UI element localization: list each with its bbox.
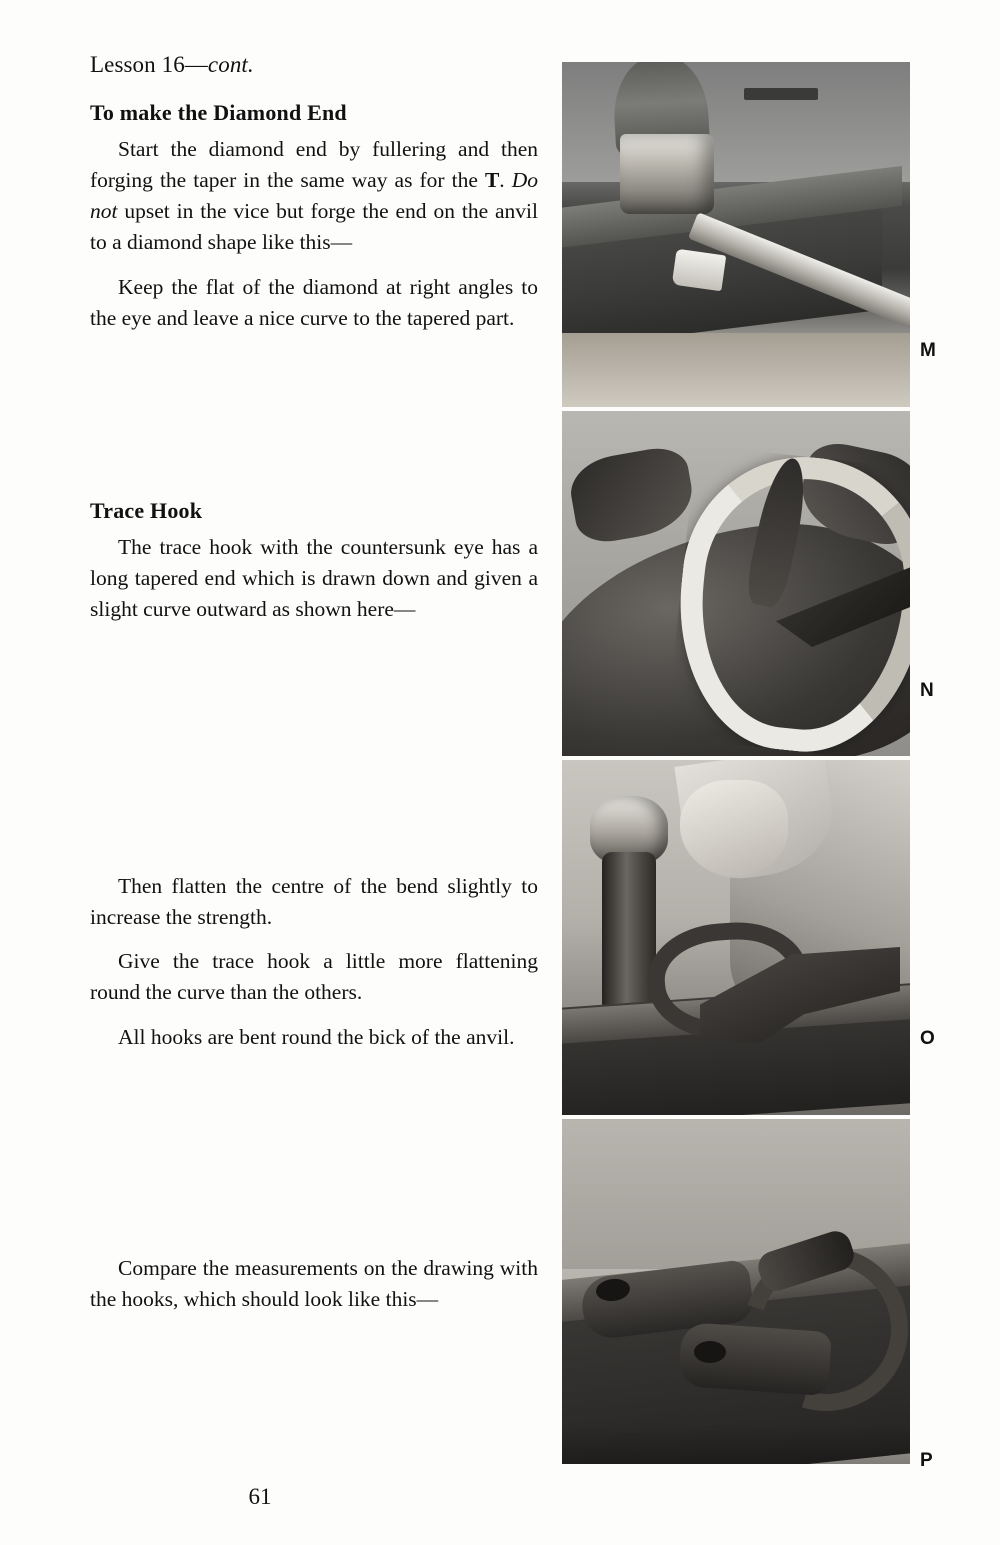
text-column (90, 52, 538, 1329)
figure-n-photo (562, 411, 910, 756)
paragraph-more-flattening: Give the trace hook a little more flattening round the curve than the others. (90, 949, 538, 1005)
section-heading-diamond-end: To make the Diamond End (90, 100, 347, 125)
paragraph-part-italic-donot: Do not (90, 167, 538, 223)
figure-n-tongs-left (566, 443, 699, 547)
figure-caption-n: N (920, 680, 934, 701)
figure-caption-m: M (920, 340, 936, 361)
paragraph-bent-round-bick: All hooks are bent round the bick of the anvil. (118, 1025, 515, 1050)
figure-p-shadow (562, 1424, 910, 1464)
figure-o-hand (680, 780, 788, 876)
figure-caption-o: O (920, 1028, 935, 1049)
running-head-text: Lesson 16— (90, 52, 208, 77)
spacer-block (90, 639, 538, 871)
spacer-block (90, 348, 538, 498)
figure-caption-p: P (920, 1450, 933, 1471)
figure-p-hook-bottom-eye (694, 1341, 726, 1363)
running-head (90, 52, 538, 78)
figure-p-background (562, 1119, 910, 1269)
paragraph-part: upset in the vice but forge the end on the anvil to a diamond shape like this— (90, 198, 538, 254)
figure-m-floor (562, 333, 910, 407)
figure-o-photo (562, 760, 910, 1115)
figure-m-diamond-end (672, 249, 727, 292)
figure-column (562, 62, 910, 1468)
paragraph-part-bold-t: T (484, 167, 500, 192)
paragraph-compare-measurements: Compare the measurements on the drawing with the hooks, which should look like this— (90, 1256, 538, 1312)
paragraph-keep-flat: Keep the flat of the diamond at right angles to the eye and leave a nice curve to the tapered part. (90, 274, 538, 330)
paragraph-part: Start the diamond end by fullering and then forging the taper in the same way as for the (90, 137, 538, 192)
section-heading-trace-hook: Trace Hook (90, 497, 203, 523)
running-head-continued: cont. (207, 52, 254, 77)
figure-m-hammer-head (620, 134, 714, 214)
page-number: 61 (248, 1484, 272, 1509)
figure-p-photo (562, 1119, 910, 1464)
spacer-block (90, 1067, 538, 1253)
paragraph-trace-hook-intro: The trace hook with the countersunk eye has a long tapered end which is drawn down and given a slight curve outward as shown here— (90, 534, 538, 621)
paragraph-flatten-centre: Then flatten the centre of the bend slightly to increase the strength. (90, 873, 538, 929)
paragraph-diamond-start (90, 134, 538, 258)
figure-m-photo (562, 62, 910, 407)
paragraph-part: . (499, 167, 512, 192)
figure-m-wall-strip (744, 88, 818, 100)
